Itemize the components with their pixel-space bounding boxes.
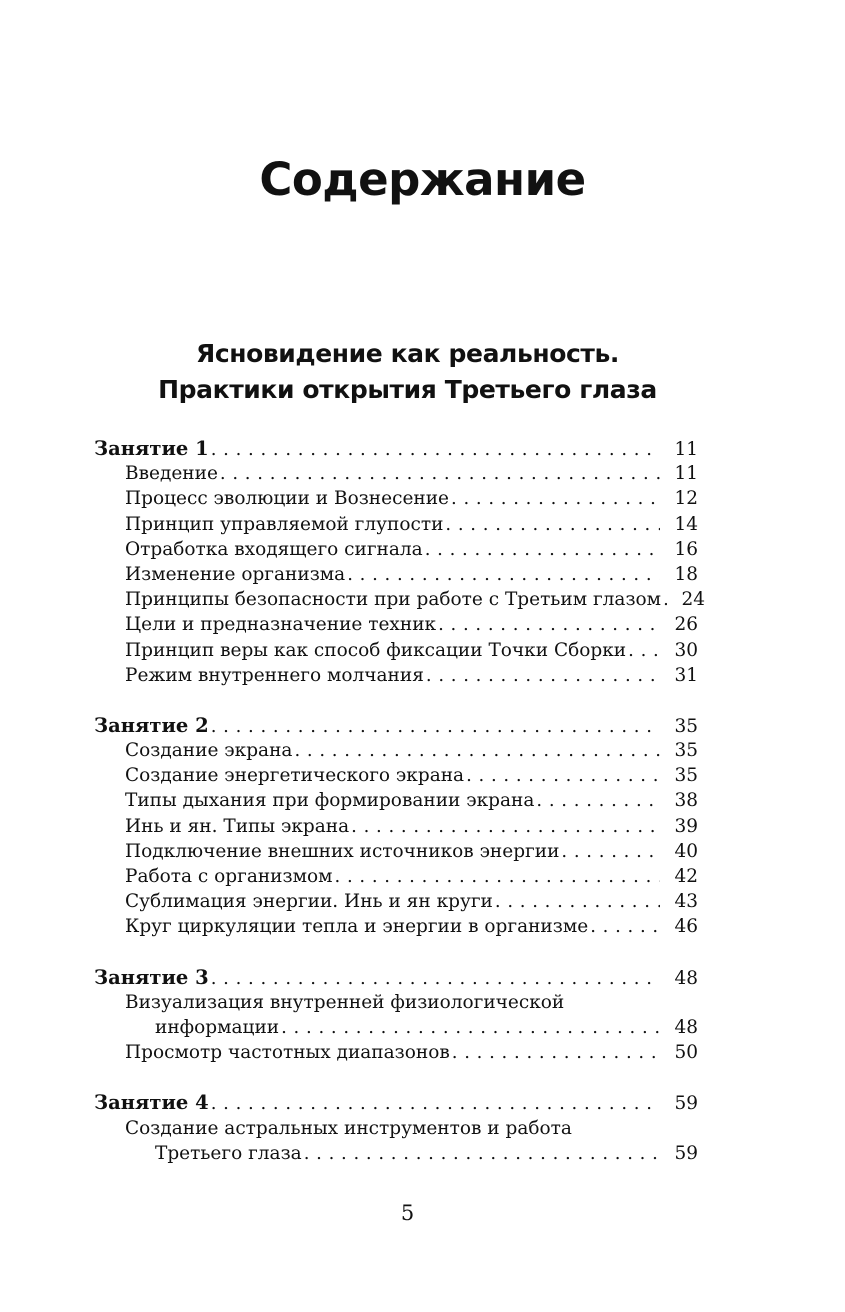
toc-page-number: 31 [674, 664, 698, 686]
toc-chapter-entry[interactable] [94, 1090, 698, 1115]
dot-leader [493, 889, 660, 914]
dot-leader [423, 537, 660, 562]
dot-leader [449, 486, 660, 511]
toc-entry-title: Принцип управляемой глупости [125, 513, 444, 535]
page-number: 5 [400, 1201, 415, 1225]
toc-entry[interactable] [94, 512, 698, 537]
toc-entry-title: Цели и предназначение техник [125, 614, 437, 636]
toc-entry-title: Типы дыхания при формировании экрана [125, 790, 535, 812]
toc-page-number: 48 [674, 1016, 698, 1038]
toc-entry[interactable] [94, 914, 698, 939]
toc-chapter-title: Занятие 1 [94, 437, 209, 460]
toc-page-number: 14 [674, 513, 698, 535]
toc-page-number: 12 [674, 488, 698, 510]
toc-entry[interactable] [94, 612, 698, 637]
toc-entry[interactable] [94, 638, 698, 663]
toc-page-number: 35 [674, 715, 698, 737]
toc-entry[interactable] [94, 889, 698, 914]
toc-entry-title: Отработка входящего сигнала [125, 538, 423, 560]
toc-chapter-entry[interactable] [94, 713, 698, 738]
toc-entry[interactable] [94, 1116, 698, 1141]
dot-leader [209, 714, 660, 739]
dot-leader [218, 461, 660, 486]
toc-entry[interactable] [94, 763, 698, 788]
toc-chapter-entry[interactable] [94, 965, 698, 990]
toc-section [94, 1090, 698, 1166]
toc-page-number: 59 [674, 1142, 698, 1164]
toc-entry[interactable] [94, 486, 698, 511]
dot-leader [349, 814, 660, 839]
dot-leader [424, 663, 660, 688]
toc-page-number: 50 [674, 1042, 698, 1064]
toc-page-number: 46 [674, 916, 698, 938]
book-title-line-1: Ясновидение как реальность. [195, 339, 620, 368]
dot-leader [443, 512, 660, 537]
toc-page-number: 42 [674, 866, 698, 887]
toc-entry-title: Визуализация внутренней физиологической [125, 991, 565, 1013]
toc-page-number: 39 [674, 815, 698, 837]
toc-entry[interactable] [94, 738, 698, 763]
table-of-contents [94, 436, 706, 1191]
toc-page-number: 11 [674, 463, 698, 485]
toc-entry[interactable] [94, 587, 706, 612]
toc-entry-title: Подключение внешних источников энергии [125, 840, 560, 862]
toc-entry-title: Процесс эволюции и Вознесение [125, 488, 450, 510]
toc-entry[interactable] [94, 663, 698, 688]
toc-page-number: 35 [674, 765, 698, 787]
toc-section [94, 965, 698, 1066]
dot-leader [559, 839, 660, 864]
toc-page-number: 40 [674, 840, 698, 862]
toc-entry-title: Введение [125, 463, 218, 485]
toc-section [94, 436, 706, 688]
dot-leader [436, 612, 660, 637]
toc-page-number: 11 [674, 439, 698, 460]
toc-entry-continuation[interactable] [94, 1015, 698, 1040]
toc-entry-title: Изменение организма [125, 563, 346, 585]
dot-leader [302, 1141, 660, 1166]
dot-leader [464, 763, 660, 788]
toc-entry-title: Создание астральных инструментов и работа [125, 1117, 572, 1139]
dot-leader [333, 864, 660, 889]
toc-entry-title: Создание экрана [125, 740, 293, 762]
dot-leader [345, 562, 660, 587]
toc-entry[interactable] [94, 814, 698, 839]
toc-entry-title: Круг циркуляции тепла и энергии в организме [125, 916, 589, 938]
toc-entry-title-continuation: информации [155, 1016, 280, 1038]
toc-entry-title-continuation: Третьего глаза [155, 1142, 302, 1164]
toc-chapter-title: Занятие 2 [94, 713, 209, 737]
toc-entry[interactable] [94, 537, 698, 562]
toc-page-number: 18 [674, 563, 698, 585]
toc-page-number: 30 [674, 639, 698, 661]
toc-page-number: 35 [674, 740, 698, 762]
toc-entry[interactable] [94, 864, 698, 889]
toc-chapter-title: Занятие 4 [94, 1091, 209, 1115]
toc-page-number: 38 [674, 790, 698, 812]
toc-entry-title: Работа с организмом [125, 866, 333, 887]
toc-section [94, 713, 698, 940]
book-title-line-2: Практики открытия Третьего глаза [158, 375, 657, 404]
dot-leader [279, 1015, 660, 1040]
toc-entry-title: Режим внутреннего молчания [125, 664, 424, 686]
dot-leader [292, 738, 660, 763]
dot-leader [209, 1091, 660, 1116]
toc-entry[interactable] [94, 990, 698, 1015]
toc-entry[interactable] [94, 461, 698, 486]
toc-entry[interactable] [94, 788, 698, 813]
dot-leader [588, 914, 660, 939]
toc-entry-title: Принципы безопасности при работе с Третьим глазом [125, 589, 662, 611]
dot-leader [209, 437, 660, 462]
toc-chapter-title: Занятие 3 [94, 965, 209, 989]
toc-entry[interactable] [94, 839, 698, 864]
toc-entry-continuation[interactable] [94, 1141, 698, 1166]
page-title: Содержание [259, 153, 586, 206]
toc-entry-title: Создание энергетического экрана [125, 765, 465, 787]
dot-leader [626, 638, 660, 663]
toc-entry[interactable] [94, 1040, 698, 1065]
toc-entry-title: Принцип веры как способ фиксации Точки Сборки [125, 639, 627, 661]
toc-entry-title: Инь и ян. Типы экрана [125, 815, 350, 837]
toc-page-number: 26 [674, 614, 698, 636]
toc-chapter-entry[interactable] [94, 436, 698, 461]
toc-page-number: 43 [674, 891, 698, 913]
toc-page-number: 16 [674, 538, 698, 560]
dot-leader [209, 966, 660, 991]
toc-page-number: 48 [674, 967, 698, 989]
toc-entry-title: Сублимация энергии. Инь и ян круги [125, 891, 493, 913]
dot-leader [450, 1040, 660, 1065]
toc-page-number: 24 [681, 589, 706, 611]
book-title [0, 336, 815, 408]
toc-entry-title: Просмотр частотных диапазонов [125, 1042, 450, 1064]
dot-leader [534, 788, 660, 813]
toc-page-number: 59 [674, 1093, 698, 1115]
toc-entry[interactable] [94, 562, 698, 587]
